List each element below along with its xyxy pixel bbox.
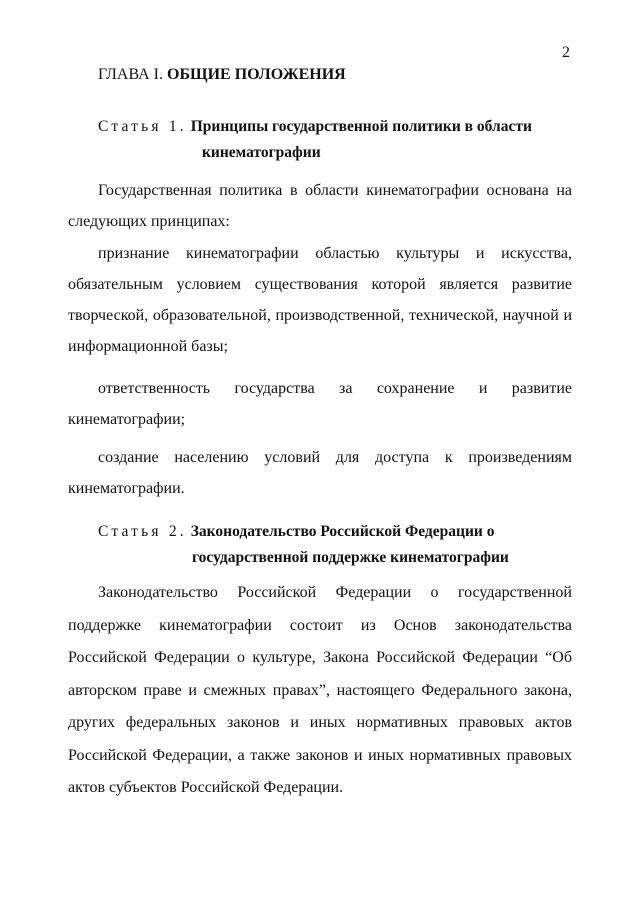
chapter-title: ОБЩИЕ ПОЛОЖЕНИЯ — [167, 66, 346, 83]
article-1-title-line2: кинематографии — [202, 144, 321, 161]
article-2-label: Статья 2. — [98, 523, 187, 540]
article-2-heading-line2 — [192, 549, 509, 567]
article-1-heading — [98, 118, 532, 136]
chapter-prefix: ГЛАВА I. — [98, 66, 163, 83]
article-2-title-line2: государственной поддержке кинематографии — [192, 549, 509, 566]
article-1-heading-line2 — [202, 144, 321, 162]
article-2-title-line1: Законодательство Российской Федерации о — [190, 523, 495, 540]
article-1-label: Статья 1. — [98, 118, 187, 135]
page-number: 2 — [562, 44, 570, 61]
article-1-title-line1: Принципы государственной политики в области — [190, 118, 532, 135]
chapter-heading — [98, 66, 346, 84]
article-1-paragraph-2: признание кинематографии областью культуры и искусства, обязательным условием существования которой является развитие творческой, образовательной, производственной, технической, научной и информационной базы; — [68, 245, 572, 355]
article-1-paragraph-1: Государственная политика в области кинематографии основана на следующих принципах: — [68, 182, 572, 230]
article-1-paragraph-3: ответственность государства за сохранение и развитие кинематографии; — [68, 380, 572, 428]
article-2-heading — [98, 523, 494, 541]
article-1-paragraph-4: создание населению условий для доступа к произведениям кинематографии. — [68, 449, 572, 497]
article-2-paragraph-1: Законодательство Российской Федерации о государственной поддержке кинематографии состоит из Основ законодательства Российской Федерации о культуре, Закона Российской Федерации “Об авторском праве и смежных правах”, настоящего Федерального закона, других федеральных законов и иных нормативных правовых актов Российской Федерации, а также законов и иных нормативных правовых актов субъектов Российской Федерации. — [68, 584, 572, 796]
